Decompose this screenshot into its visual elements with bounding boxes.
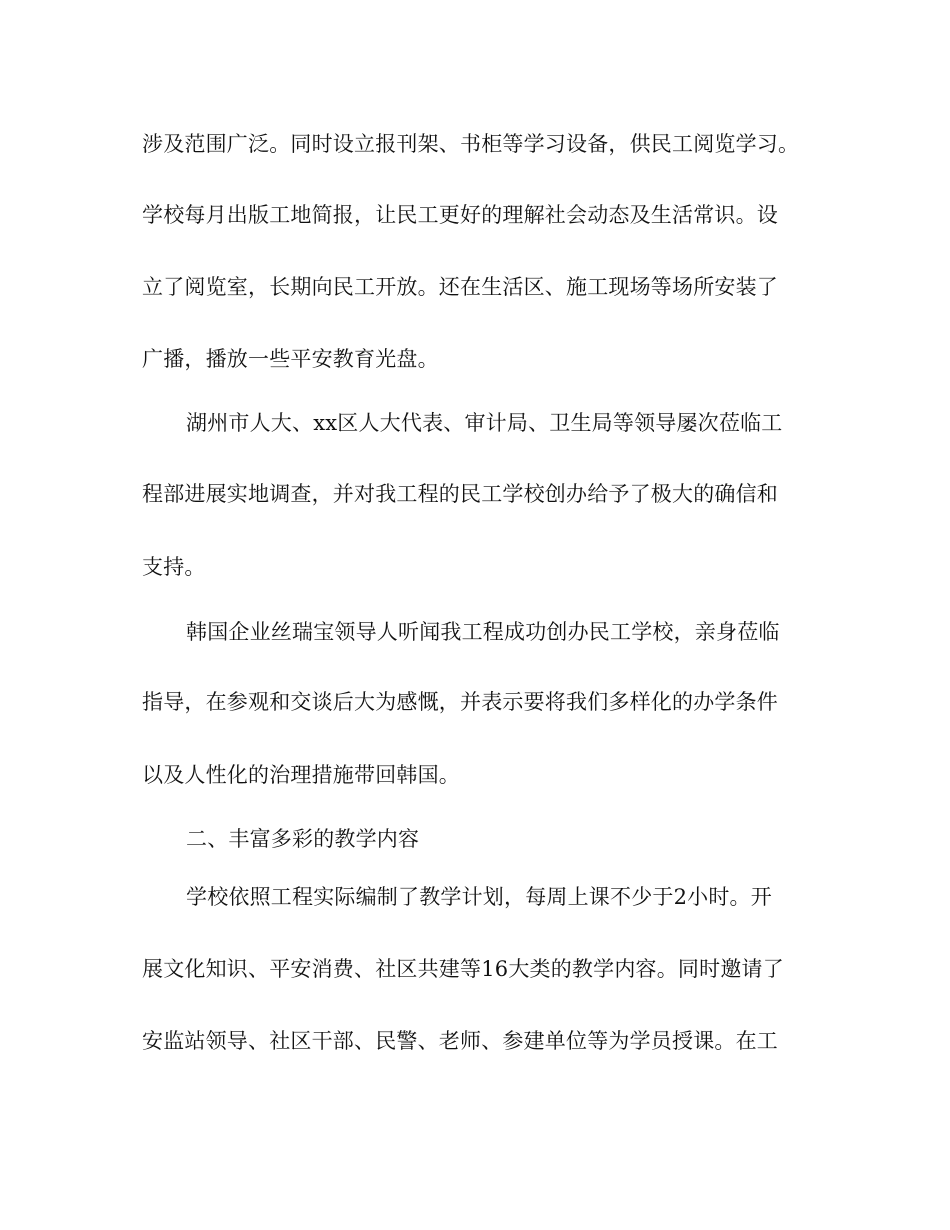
text-line: 展文化知识、平安消费、社区共建等16大类的教学内容。同时邀请了 <box>142 957 784 981</box>
text-line: 涉及范围广泛。同时设立报刊架、书柜等学习设备，供民工阅览学习。 <box>142 132 800 156</box>
paragraph-first-line: 学校依照工程实际编制了教学计划，每周上课不少于2小时。开 <box>186 885 772 909</box>
text-line: 程部进展实地调查，并对我工程的民工学校创办给予了极大的确信和 <box>142 482 778 506</box>
paragraph-first-line: 湖州市人大、xx区人大代表、审计局、卫生局等领导屡次莅临工 <box>186 411 783 435</box>
text-line: 安监站领导、社区干部、民警、老师、参建单位等为学员授课。在工 <box>142 1029 778 1053</box>
paragraph-first-line: 韩国企业丝瑞宝领导人听闻我工程成功创办民工学校，亲身莅临 <box>186 620 780 644</box>
text-line: 广播，播放一些平安教育光盘。 <box>142 347 439 371</box>
text-line: 学校每月出版工地简报，让民工更好的理解社会动态及生活常识。设 <box>142 203 778 227</box>
text-line: 立了阅览室，长期向民工开放。还在生活区、施工现场等场所安装了 <box>142 275 778 299</box>
text-line: 支持。 <box>142 555 206 579</box>
section-heading: 二、丰富多彩的教学内容 <box>186 827 420 851</box>
text-line: 以及人性化的治理措施带回韩国。 <box>142 763 460 787</box>
text-line: 指导，在参观和交谈后大为感慨，并表示要将我们多样化的办学条件 <box>142 690 778 714</box>
